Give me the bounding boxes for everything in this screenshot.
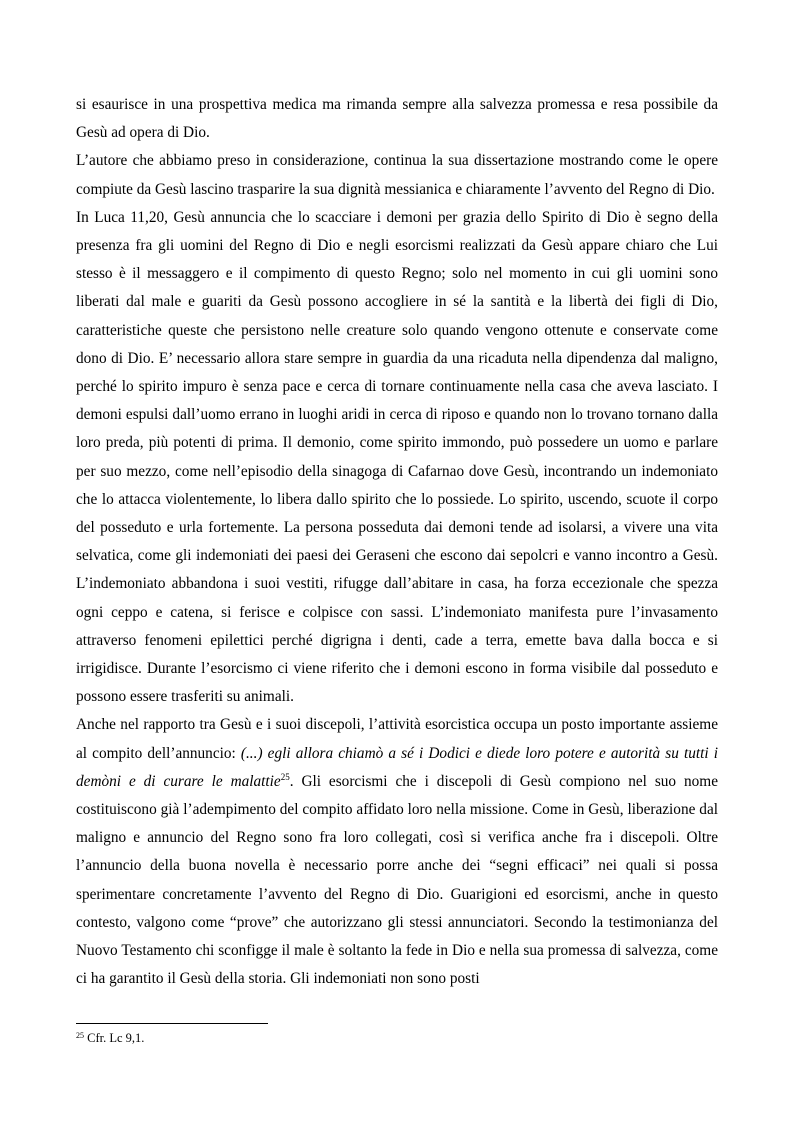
paragraph-4 (76, 711, 718, 993)
footnote-separator (76, 1023, 268, 1024)
footnote-reference: 25 (280, 771, 290, 782)
body-text (76, 91, 718, 994)
paragraph-4-intro: Anche nel rapporto tra Gesù e i suoi discepoli, l’attività esorcistica occupa un posto importante assieme al compito dell’annuncio: (76, 716, 718, 762)
paragraph-2: L’autore che abbiamo preso in considerazione, continua la sua dissertazione mostrando come le opere compiute da Gesù lascino trasparire la sua dignità messianica e chiaramente l’avvento del Regno di Dio. (76, 152, 718, 198)
gospel-quote: (...) egli allora chiamò a sé i Dodici e diede loro potere e autorità su tutti i demòni e di curare le malattie (76, 744, 719, 790)
footnote-number: 25 (76, 1031, 84, 1040)
paragraph-4-rest: . Gli esorcismi che i discepoli di Gesù compiono nel suo nome costituiscono già l’adempimento del compito affidato loro nella missione. Come in Gesù, liberazione dal maligno e annuncio del Regno sono fra loro collegati, così si verifica anche fra i discepoli. Oltre l’annuncio della buona novella è necessario porre anche dei “segni efficaci” nei quali si possa sperimentare concretamente l’avvento del Regno di Dio. Guarigioni ed esorcismi, anche in questo contesto, valgono come “prove” che autorizzano gli stessi annunciatori. Secondo la testimonianza del Nuovo Testamento chi sconfigge il male è soltanto la fede in Dio e nella sua promessa di salvezza, come ci ha garantito il Gesù della storia. Gli indemoniati non sono posti (76, 772, 718, 988)
footnote (76, 1030, 718, 1046)
footnote-text: Cfr. Lc 9,1. (84, 1031, 145, 1045)
paragraph-3: In Luca 11,20, Gesù annuncia che lo scacciare i demoni per grazia dello Spirito di Dio è segno della presenza fra gli uomini del Regno di Dio e negli esorcismi realizzati da Gesù appare chiaro che Lui stesso è il messaggero e il compimento di questo Regno; solo nel momento in cui gli uomini sono liberati dal male e guariti da Gesù possono accogliere in sé la santità e la libertà dei figli di Dio, caratteristiche queste che persistono nelle creature solo quando vengono ottenute e conservate come dono di Dio. E’ necessario allora stare sempre in guardia da una ricaduta nella dipendenza dal maligno, perché lo spirito impuro è senza pace e cerca di tornare continuamente nella casa che aveva lasciato. I demoni espulsi dall’uomo errano in luoghi aridi in cerca di riposo e quando non lo trovano tornano dalla loro preda, più potenti di prima. Il demonio, come spirito immondo, può possedere un uomo e parlare per suo mezzo, come nell’episodio della sinagoga di Cafarnao dove Gesù, incontrando un indemoniato che lo attacca violentemente, lo libera dallo spirito che lo possiede. Lo spirito, uscendo, scuote il corpo del posseduto e urla fortemente. La persona posseduta dai demoni tende ad isolarsi, a vivere una vita selvatica, come gli indemoniati dei paesi dei Geraseni che escono dai sepolcri e vanno incontro a Gesù. L’indemoniato abbandona i suoi vestiti, rifugge dall’abitare in casa, ha forza eccezionale che spezza ogni ceppo e catena, si ferisce e colpisce con sassi. L’indemoniato manifesta pure l’invasamento attraverso fenomeni epilettici perché digrigna i denti, cade a terra, emette bava dalla bocca e si irrigidisce. Durante l’esorcismo ci viene riferito che i demoni escono in forma visibile dal posseduto e possono essere trasferiti su animali. (76, 208, 718, 706)
paragraph-1: si esaurisce in una prospettiva medica ma rimanda sempre alla salvezza promessa e resa possibile da Gesù ad opera di Dio. (76, 96, 718, 142)
